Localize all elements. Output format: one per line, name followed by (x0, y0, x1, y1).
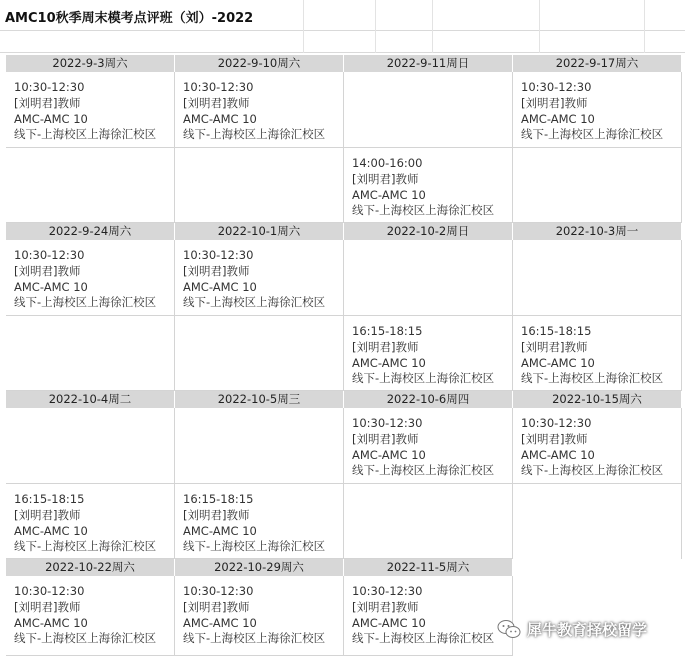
session-slot (183, 492, 325, 555)
date-header: 2022-10-3周一 (513, 223, 682, 240)
session-location: 线下-上海校区上海徐汇校区 (352, 371, 495, 386)
session-course: AMC-AMC 10 (14, 279, 88, 294)
session-location: 线下-上海校区上海徐汇校区 (352, 631, 495, 646)
session-course: AMC-AMC 10 (352, 355, 426, 370)
session-teacher: [刘明君]教师 (183, 95, 250, 110)
schedule-cell[interactable] (344, 408, 513, 484)
date-header: 2022-10-1周六 (175, 223, 344, 240)
schedule-cell[interactable] (513, 408, 682, 484)
date-header: 2022-10-5周三 (175, 391, 344, 408)
session-time: 10:30-12:30 (352, 416, 423, 430)
session-slot (352, 156, 494, 219)
session-location: 线下-上海校区上海徐汇校区 (183, 539, 326, 554)
schedule-cell[interactable] (175, 484, 344, 559)
schedule-cell[interactable] (6, 408, 175, 484)
session-course: AMC-AMC 10 (183, 523, 257, 538)
session-slot (521, 324, 663, 387)
session-location: 线下-上海校区上海徐汇校区 (14, 631, 157, 646)
session-time: 16:15-18:15 (14, 492, 85, 506)
schedule-cell[interactable] (6, 72, 175, 148)
session-location: 线下-上海校区上海徐汇校区 (521, 371, 664, 386)
schedule-cell[interactable] (175, 408, 344, 484)
wechat-icon (497, 618, 521, 640)
session-location: 线下-上海校区上海徐汇校区 (14, 127, 157, 142)
session-time: 10:30-12:30 (521, 80, 592, 94)
session-course: AMC-AMC 10 (521, 447, 595, 462)
session-location: 线下-上海校区上海徐汇校区 (14, 539, 157, 554)
session-slot (183, 248, 325, 311)
empty-row (0, 31, 685, 53)
session-time: 16:15-18:15 (352, 324, 423, 338)
session-slot (352, 324, 494, 387)
session-teacher: [刘明君]教师 (352, 431, 419, 446)
session-time: 10:30-12:30 (521, 416, 592, 430)
session-course: AMC-AMC 10 (352, 447, 426, 462)
session-location: 线下-上海校区上海徐汇校区 (352, 463, 495, 478)
session-location: 线下-上海校区上海徐汇校区 (352, 203, 495, 218)
schedule-cell[interactable] (6, 576, 175, 656)
session-time: 10:30-12:30 (14, 248, 85, 262)
session-location: 线下-上海校区上海徐汇校区 (14, 295, 157, 310)
session-slot (352, 416, 494, 479)
schedule-cell[interactable] (175, 72, 344, 148)
session-teacher: [刘明君]教师 (352, 339, 419, 354)
session-slot (14, 248, 156, 311)
schedule-cell[interactable] (175, 576, 344, 656)
schedule-cell[interactable] (513, 316, 682, 391)
session-course: AMC-AMC 10 (352, 615, 426, 630)
session-time: 10:30-12:30 (14, 584, 85, 598)
session-course: AMC-AMC 10 (183, 615, 257, 630)
date-header: 2022-10-29周六 (175, 559, 344, 576)
session-time: 14:00-16:00 (352, 156, 423, 170)
session-slot (14, 492, 156, 555)
session-teacher: [刘明君]教师 (521, 95, 588, 110)
schedule-cell[interactable] (6, 484, 175, 559)
session-time: 10:30-12:30 (183, 80, 254, 94)
session-course: AMC-AMC 10 (521, 111, 595, 126)
session-teacher: [刘明君]教师 (521, 431, 588, 446)
session-teacher: [刘明君]教师 (14, 95, 81, 110)
session-time: 10:30-12:30 (352, 584, 423, 598)
schedule-cell[interactable] (344, 576, 513, 656)
date-header: 2022-10-22周六 (6, 559, 175, 576)
schedule-cell[interactable] (344, 148, 513, 223)
session-slot (183, 584, 325, 647)
session-time: 10:30-12:30 (183, 584, 254, 598)
session-teacher: [刘明君]教师 (352, 171, 419, 186)
date-header: 2022-9-10周六 (175, 55, 344, 72)
sheet-title[interactable]: AMC10秋季周末模考点评班（刘）-2022 (5, 11, 254, 26)
schedule-cell[interactable] (344, 484, 513, 559)
session-teacher: [刘明君]教师 (14, 599, 81, 614)
session-teacher: [刘明君]教师 (183, 599, 250, 614)
session-location: 线下-上海校区上海徐汇校区 (521, 127, 664, 142)
date-header: 2022-9-3周六 (6, 55, 175, 72)
session-time: 16:15-18:15 (183, 492, 254, 506)
schedule-cell[interactable] (344, 240, 513, 316)
session-location: 线下-上海校区上海徐汇校区 (183, 295, 326, 310)
date-header: 2022-10-4周二 (6, 391, 175, 408)
date-header: 2022-10-2周日 (344, 223, 513, 240)
session-location: 线下-上海校区上海徐汇校区 (183, 127, 326, 142)
date-header: 2022-9-11周日 (344, 55, 513, 72)
date-header: 2022-10-15周六 (513, 391, 682, 408)
schedule-cell[interactable] (513, 72, 682, 148)
session-teacher: [刘明君]教师 (183, 263, 250, 278)
session-slot (521, 416, 663, 479)
schedule-cell[interactable] (513, 240, 682, 316)
session-teacher: [刘明君]教师 (183, 507, 250, 522)
session-teacher: [刘明君]教师 (352, 599, 419, 614)
title-row (0, 0, 685, 31)
session-course: AMC-AMC 10 (183, 279, 257, 294)
session-teacher: [刘明君]教师 (14, 263, 81, 278)
session-course: AMC-AMC 10 (521, 355, 595, 370)
schedule-cell[interactable] (6, 148, 175, 223)
schedule-cell[interactable] (344, 72, 513, 148)
schedule-cell[interactable] (175, 240, 344, 316)
date-header: 2022-10-6周四 (344, 391, 513, 408)
session-course: AMC-AMC 10 (14, 615, 88, 630)
schedule-cell[interactable] (6, 240, 175, 316)
schedule-cell[interactable] (6, 316, 175, 391)
session-teacher: [刘明君]教师 (521, 339, 588, 354)
schedule-cell[interactable] (344, 316, 513, 391)
schedule-cell[interactable] (175, 148, 344, 223)
session-course: AMC-AMC 10 (14, 111, 88, 126)
schedule-cell[interactable] (175, 316, 344, 391)
session-time: 10:30-12:30 (14, 80, 85, 94)
schedule-cell[interactable] (513, 148, 682, 223)
session-slot (521, 80, 663, 143)
date-header: 2022-9-24周六 (6, 223, 175, 240)
session-slot (14, 80, 156, 143)
session-slot (352, 584, 494, 647)
session-teacher: [刘明君]教师 (14, 507, 81, 522)
session-course: AMC-AMC 10 (352, 187, 426, 202)
session-slot (183, 80, 325, 143)
date-header: 2022-9-17周六 (513, 55, 682, 72)
date-header: 2022-11-5周六 (344, 559, 513, 576)
session-slot (14, 584, 156, 647)
session-location: 线下-上海校区上海徐汇校区 (521, 463, 664, 478)
session-course: AMC-AMC 10 (183, 111, 257, 126)
schedule-cell[interactable] (513, 484, 682, 559)
session-course: AMC-AMC 10 (14, 523, 88, 538)
session-location: 线下-上海校区上海徐汇校区 (183, 631, 326, 646)
session-time: 16:15-18:15 (521, 324, 592, 338)
session-time: 10:30-12:30 (183, 248, 254, 262)
watermark (497, 618, 647, 640)
watermark-text: 犀牛教育择校留学 (527, 620, 648, 639)
